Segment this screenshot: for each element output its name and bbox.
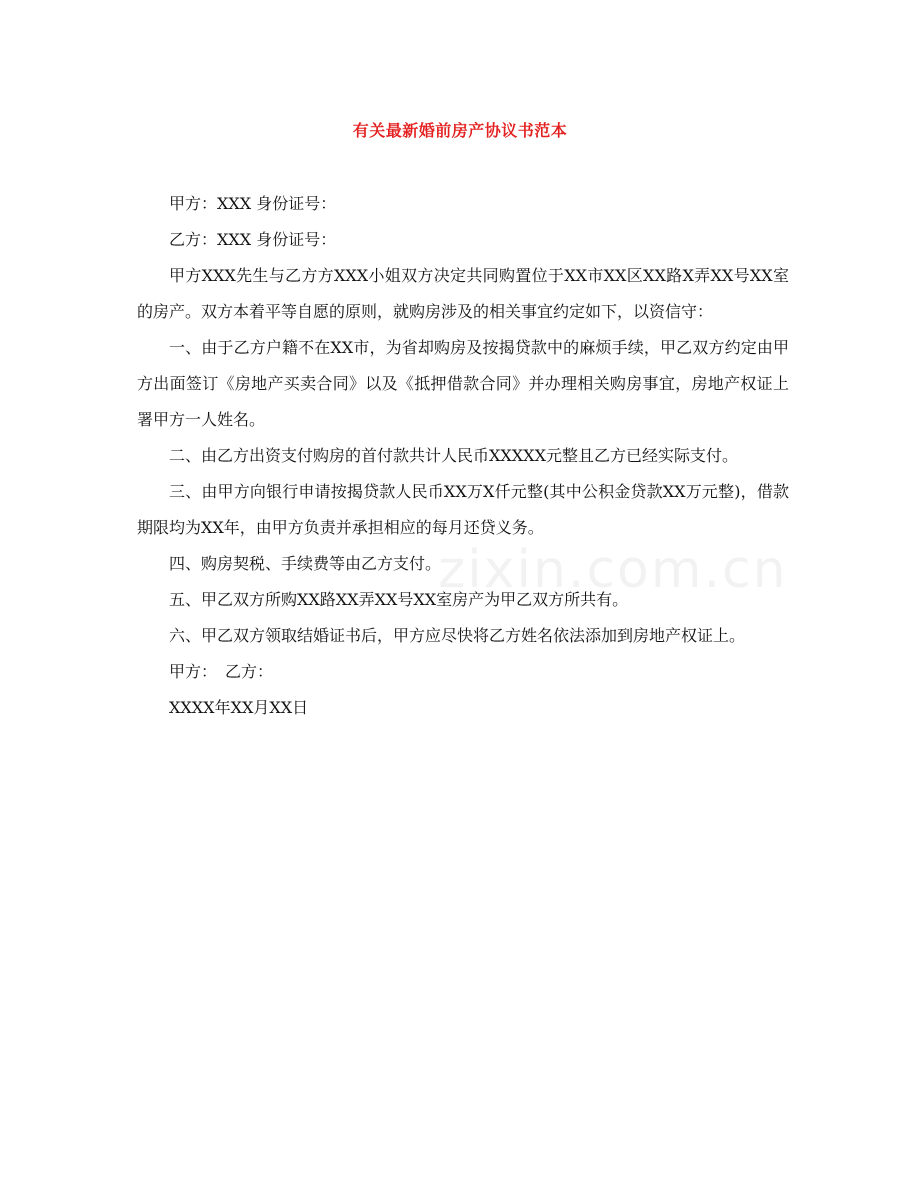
clause-6: 六、甲乙双方领取结婚证书后，甲方应尽快将乙方姓名依法添加到房地产权证上。: [169, 626, 746, 645]
party-b-line: 乙方：XXX 身份证号：: [169, 230, 337, 249]
document-body: [137, 186, 789, 726]
date-line: XXXX年XX月XX日: [169, 698, 309, 717]
intro-paragraph: 甲方XXX先生与乙方方XXX小姐双方决定共同购置位于XX市XX区XX路X弄XX号XX室的房产。双方本着平等自愿的原则，就购房涉及的相关事宜约定如下，以资信守：: [137, 266, 789, 321]
clause-5: 五、甲乙双方所购XX路XX弄XX号XX室房产为甲乙双方所共有。: [169, 590, 629, 609]
clause-1: 一、由于乙方户籍不在XX市，为省却购房及按揭贷款中的麻烦手续，甲乙双方约定由甲方出面签订《房地产买卖合同》以及《抵押借款合同》并办理相关购房事宜，房地产权证上署甲方一人姓名。: [137, 338, 789, 429]
clause-2: 二、由乙方出资支付购房的首付款共计人民币XXXXX元整且乙方已经实际支付。: [169, 446, 738, 465]
clause-3: 三、由甲方向银行申请按揭贷款人民币XX万X仟元整(其中公积金贷款XX万元整)，借款期限均为XX年，由甲方负责并承担相应的每月还贷义务。: [137, 482, 789, 537]
watermark: zixin.com.cn: [438, 540, 788, 600]
document-title: 有关最新婚前房产协议书范本: [352, 121, 568, 140]
signature-line: 甲方： 乙方：: [169, 662, 274, 681]
clause-4: 四、购房契税、手续费等由乙方支付。: [169, 554, 442, 573]
party-a-line: 甲方：XXX 身份证号：: [169, 194, 337, 213]
